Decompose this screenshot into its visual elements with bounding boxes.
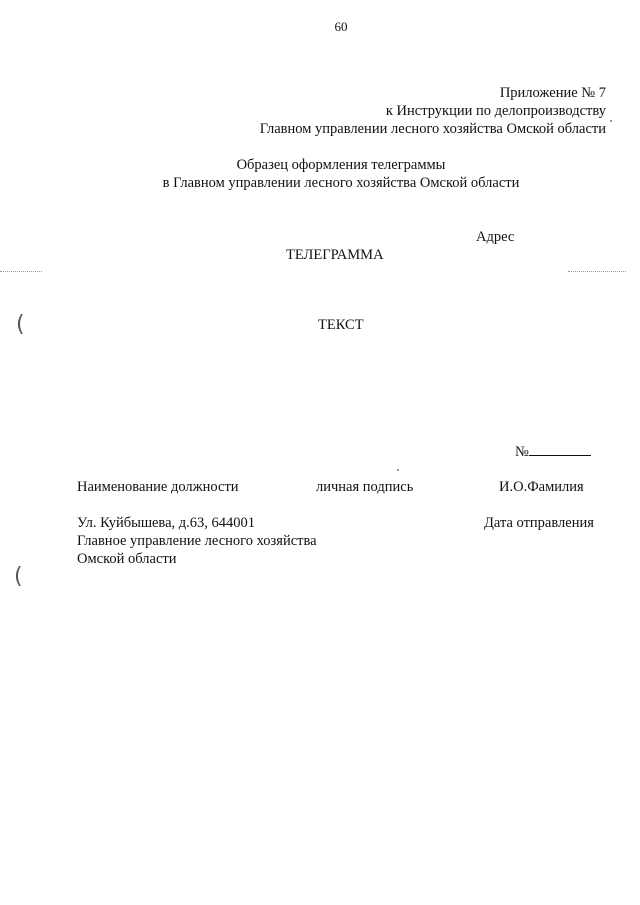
appendix-line-1: Приложение № 7	[499, 85, 606, 101]
sender-street: Ул. Куйбышева, д.63, 644001	[77, 515, 256, 531]
punch-hole-mark-bottom: (	[14, 564, 23, 589]
sender-org-line-1: Главное управление лесного хозяйства	[77, 533, 317, 549]
punch-hole-mark-top: (	[16, 312, 25, 337]
send-date-label: Дата отправления	[484, 515, 594, 531]
sample-title-line-1: Образец оформления телеграммы	[236, 157, 446, 173]
signature-personal: личная подпись	[316, 479, 414, 495]
scan-mark-left	[0, 271, 42, 272]
address-label: Адрес	[476, 229, 515, 245]
appendix-line-3: Главном управлении лесного хозяйства Омской области	[259, 121, 606, 137]
sender-org-line-2: Омской области	[77, 551, 177, 567]
number-label: №	[515, 444, 529, 460]
page-number: 60	[334, 19, 348, 34]
scan-mark-right	[568, 271, 626, 272]
signature-position: Наименование должности	[77, 479, 239, 495]
appendix-line-2: к Инструкции по делопроизводству	[385, 103, 606, 119]
number-field	[515, 443, 591, 460]
sample-title-line-2: в Главном управлении лесного хозяйства Омской области	[162, 175, 520, 191]
number-underline	[529, 443, 591, 456]
telegram-title: ТЕЛЕГРАММА	[286, 247, 384, 263]
signature-name: И.О.Фамилия	[499, 479, 584, 495]
scan-speck	[397, 469, 399, 471]
scan-speck	[610, 120, 612, 122]
text-placeholder: ТЕКСТ	[318, 317, 364, 333]
